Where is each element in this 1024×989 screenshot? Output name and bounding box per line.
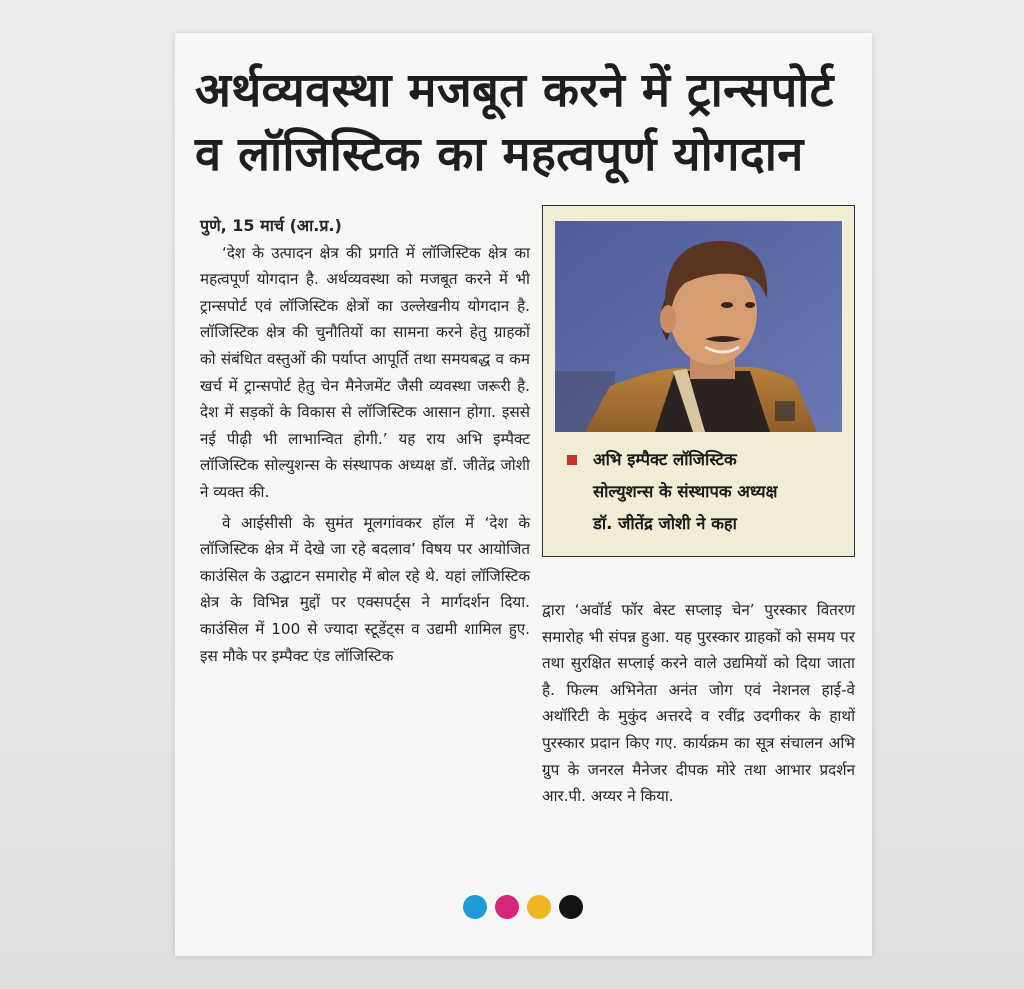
magenta-dot-icon [495,895,519,919]
black-dot-icon [559,895,583,919]
caption-line-3: डॉ. जीतेंद्र जोशी ने कहा [593,514,737,533]
photo-caption [557,444,847,540]
headline-line-1: अर्थव्यवस्था मजबूत करने में ट्रान्सपोर्ट [195,63,834,118]
caption-line-2: सोल्युशन्स के संस्थापक अध्यक्ष [593,482,778,501]
dateline: पुणे, 15 मार्च (आ.प्र.) [200,216,342,235]
registration-marks [463,895,583,921]
yellow-dot-icon [527,895,551,919]
article-right-column [542,597,855,810]
newspaper-clipping [175,33,872,956]
headline-line-2: व लॉजिस्टिक का महत्वपूर्ण योगदान [195,127,804,182]
article-paragraph-2: वे आईसीसी के सुमंत मूलगांवकर हॉल में ‘देश के लॉजिस्टिक क्षेत्र में देखे जा रहे बदलाव’ विषय पर आयोजित काउंसिल के उद्घाटन समारोह में बोल रहे थे. यहां लॉजिस्टिक क्षेत्र के विभिन्न मुद्दों पर एक्सपर्ट्स ने मार्गदर्शन दिया. काउंसिल में 100 से ज्यादा स्टूडेंट्स व उद्यमी शामिल हुए. इस मौके पर इम्पैक्ट एंड लॉजिस्टिक [200,513,530,665]
caption-bullet-icon [567,455,577,465]
article-paragraph-1: ‘देश के उत्पादन क्षेत्र की प्रगति में लॉजिस्टिक क्षेत्र का महत्वपूर्ण योगदान है. अर्थव्यवस्था को मजबूत करने में भी ट्रान्सपोर्ट एवं लॉजिस्टिक क्षेत्रों का उल्लेखनीय योगदान है. लॉजिस्टिक क्षेत्र की चुनौतियों का सामना करने हेतु ग्राहकों को संबंधित वस्तुओं की पर्याप्त आपूर्ति तथा समयबद्ध व कम खर्च में ट्रान्सपोर्ट हेतु चेन मैनेजमेंट जैसी व्यवस्था जरूरी है. देश में सड़कों के विकास से लॉजिस्टिक आसान होगा. इससे नई पीढ़ी भी लाभान्वित होगी.’ यह राय अभि इम्पैक्ट लॉजिस्टिक सोल्युशन्स के संस्थापक अध्यक्ष डॉ. जीतेंद्र जोशी ने व्यक्त की. [200,243,530,501]
portrait-illustration [555,221,842,432]
headline [195,59,867,187]
article-paragraph-3: द्वारा ‘अवॉर्ड फॉर बेस्ट सप्लाइ चेन’ पुरस्कार वितरण समारोह भी संपन्न हुआ. यह पुरस्कार ग्राहकों को समय पर तथा सुरक्षित सप्लाई करने वाले उद्यमियों को दिया जाता है. फिल्म अभिनेता अनंत जोग एवं नेशनल हाई-वे अथॉरिटी के मुकुंद अत्तरदे व रवींद्र उदगीकर के हाथों पुरस्कार प्रदान किए गए. कार्यक्रम का सूत्र संचालन अभि ग्रुप के जनरल मैनेजर दीपक मोरे तथा आभार प्रदर्शन आर.पी. अय्यर ने किया. [542,601,855,806]
caption-line-1: अभि इम्पैक्ट लॉजिस्टिक [593,450,737,469]
photo-box [542,205,855,557]
cyan-dot-icon [463,895,487,919]
article-left-column [200,213,530,669]
portrait-photo [555,221,842,432]
